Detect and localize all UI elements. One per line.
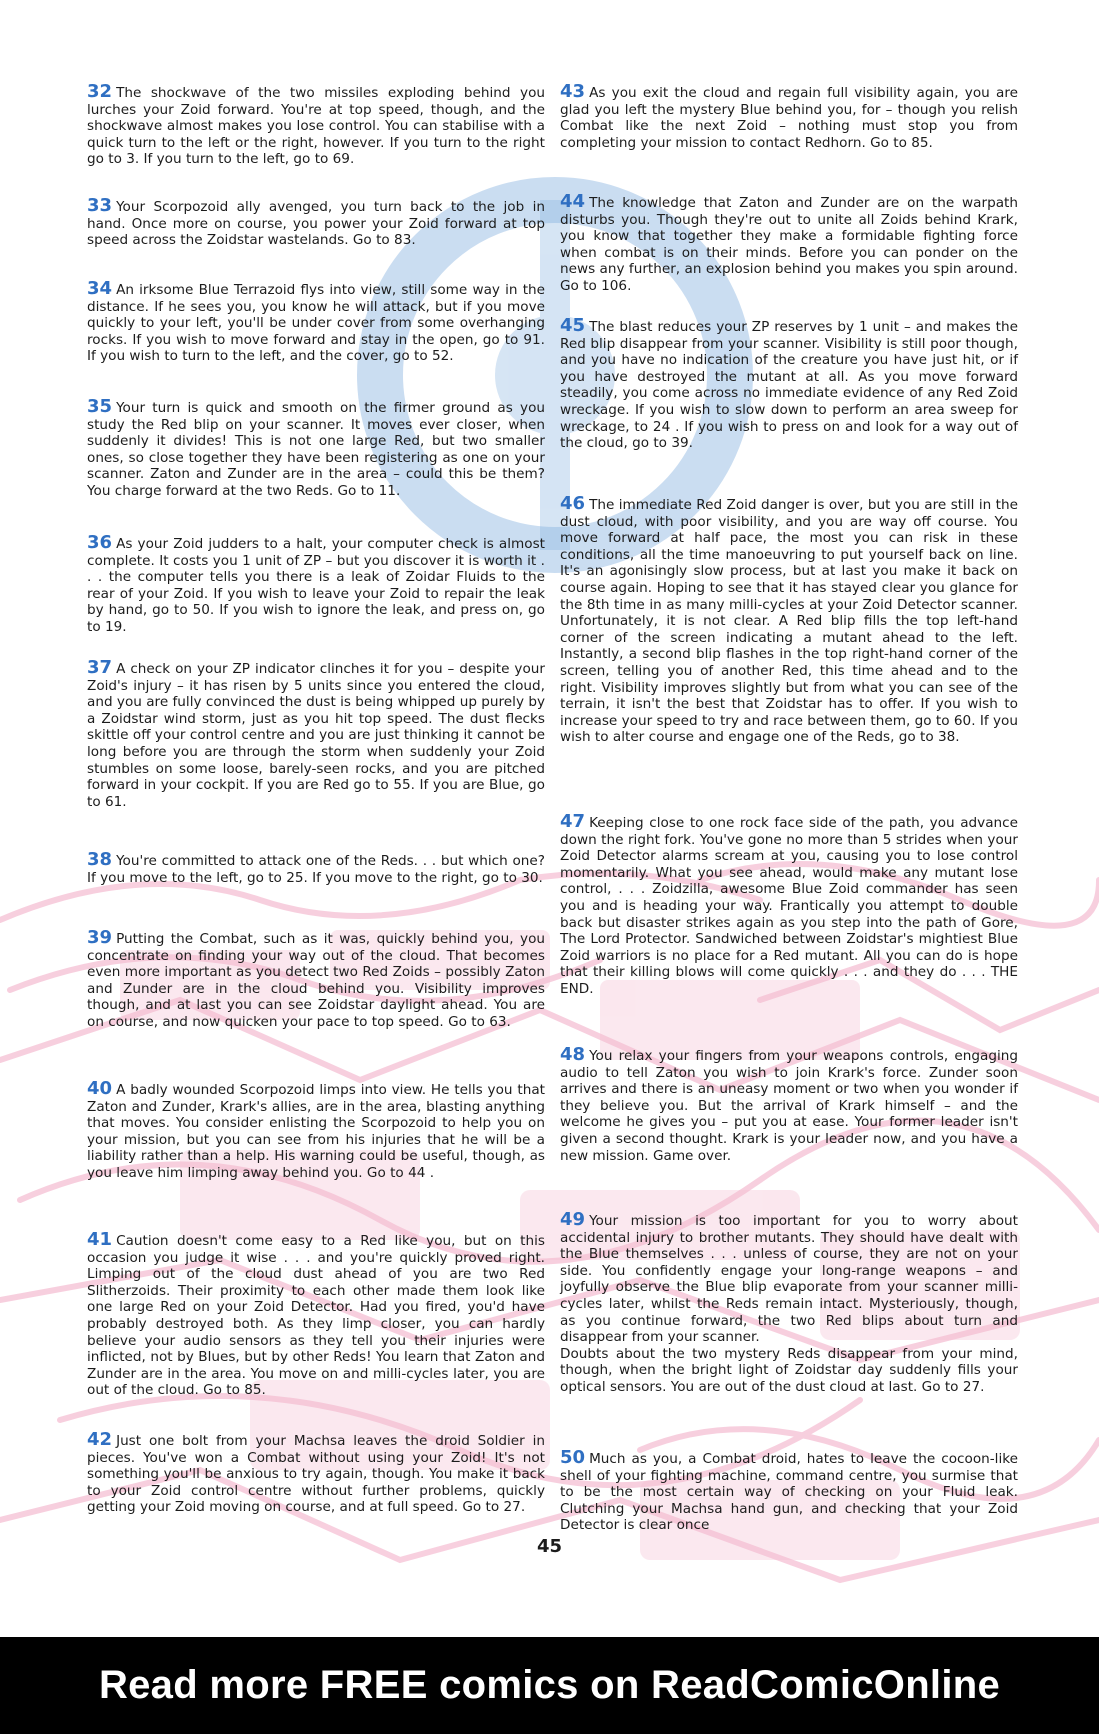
section-number: 46: [560, 493, 586, 514]
section-text: You relax your fingers from your weapons controls, engaging audio to tell Zaton you wish to join Krark's force. Zunder soon arrives and there is an uneasy moment or two when you wonder if they believe you. But the arrival of Krark himself – and the welcome he gives you – put you at ease. Your former leader isn't given a second thought. Krark is your leader now, and you have a new mission. Game over.: [560, 1048, 1018, 1164]
section-text: The blast reduces your ZP reserves by 1 unit – and makes the Red blip disappear from your scanner. Visibility is still poor though, and you have no indication of the creature you have just hit, or if you have destroyed the mutant at all. As you move forward steadily, you come across no immediate evidence of any Red Zoid wreckage. If you wish to slow down to perform an area sweep for wreckage, to 24 . If you wish to press on and look for a way out of the cloud, go to 39.: [560, 319, 1018, 452]
section-number: 35: [87, 396, 113, 417]
section-number: 42: [87, 1429, 113, 1450]
section-number: 47: [560, 811, 586, 832]
promo-banner[interactable]: [0, 1637, 1099, 1734]
section-text-continued: Doubts about the two mystery Reds disappear from your mind, though, when the bright light of Zoidstar day suddenly fills your optical sensors. You are out of the dust cloud at last. Go to 27.: [560, 1345, 1018, 1395]
section-text: Putting the Combat, such as it was, quickly behind you, you concentrate on finding your way out of the cloud. That becomes even more important as you detect two Red Zoids – possibly Zaton and Zunder are in the cloud behind you. Visibility improves though, and at last you can see Zoidstar daylight ahead. You are on course, and now quicken your pace to top speed. Go to 63.: [87, 931, 545, 1030]
section-number: 43: [560, 81, 586, 102]
section-44: [560, 191, 1018, 295]
section-37: [87, 657, 545, 810]
section-number: 32: [87, 81, 113, 102]
section-38: [87, 849, 545, 886]
page-number: 45: [536, 1536, 563, 1557]
section-text: An irksome Blue Terrazoid flys into view, still some way in the distance. If he sees you, you know he will attack, but if you move quickly to your left, you'll be under cover from some overhanging rocks. If you wish to move forward and stay in the open, go to 91. If you wish to turn to the left, and the cover, go to 52.: [87, 282, 545, 365]
section-number: 34: [87, 278, 113, 299]
section-number: 38: [87, 849, 113, 870]
section-number: 40: [87, 1078, 113, 1099]
promo-banner-text: Read more FREE comics on ReadComicOnline: [98, 1663, 1001, 1707]
section-text: As you exit the cloud and regain full visibility again, you are glad you left the mystery Blue behind you, for – though you relish Combat like the next Zoid – nothing must stop you from completing your mission to contact Redhorn. Go to 85.: [560, 85, 1018, 151]
section-number: 48: [560, 1044, 586, 1065]
section-text: Your mission is too important for you to worry about accidental injury to brother mutants. They should have dealt with the Blue themselves . . . unless of course, they are not on your side. You confidently engage your long-range weapons – and joyfully observe the Blue blip evaporate from your scanner milli-cycles later, whilst the Reds remain intact. Mysteriously, though, as you continue forward, the two Red blips about turn and disappear from your scanner.: [560, 1213, 1018, 1346]
section-45: [560, 315, 1018, 452]
section-number: 45: [560, 315, 586, 336]
section-50: [560, 1447, 1018, 1534]
section-text: Keeping close to one rock face side of the path, you advance down the right fork. You've gone no more than 5 strides when your Zoid Detector alarms scream at you, causing you to lose control momentarily. What you see ahead, would make any mutant lose control, . . . Zoidzilla, awesome Blue Zoid commander has seen you and is heading your way. Frantically you attempt to double back but disaster strikes again as you step into the path of Gore, The Lord Protector. Sandwiched between Zoidstar's mightiest Blue Zoid warriors is no place for a Red mutant. All you can do is hope that their killing blows will come quickly . . . and they do . . . THE END.: [560, 815, 1018, 997]
section-40: [87, 1078, 545, 1182]
section-48: [560, 1044, 1018, 1164]
section-36: [87, 532, 545, 636]
section-text: As your Zoid judders to a halt, your computer check is almost complete. It costs you 1 unit of ZP – but you discover it is worth it . . . the computer tells you there is a leak of Zoidar Fluids to the rear of your Zoid. If you wish to leave your Zoid to repair the leak by hand, go to 50. If you wish to ignore the leak, and press on, go to 19.: [87, 536, 545, 635]
section-33: [87, 195, 545, 249]
section-text: A badly wounded Scorpozoid limps into view. He tells you that Zaton and Zunder, Krark's allies, are in the area, blasting anything that moves. You consider enlisting the Scorpozoid to help you on your mission, but you can see from his injuries that he will be a liability rather than a help. His warning could be useful, though, as you leave him limping away behind you. Go to 44 .: [87, 1082, 545, 1181]
section-number: 39: [87, 927, 113, 948]
section-text: The immediate Red Zoid danger is over, but you are still in the dust cloud, with poor visibility, and you are way off course. You move forward at half pace, the most you can risk in these conditions, all the time manoeuvring to put yourself back on line. It's an agonisingly slow process, but at last you make it back on course again. Hoping to see that it has stayed clear you glance for the 8th time in as many milli-cycles at your Zoid Detector scanner. Unfortunately, it is not clear. A Red blip fills the top left-hand corner of the screen indicating a mutant ahead to the left. Instantly, a second blip flashes in the top right-hand corner of the screen, telling you of another Red, this time ahead and to the right. Visibility improves slightly but from what you can see of the terrain, it isn't the best that Zoidstar has to offer. If you wish to increase your speed to try and race between them, go to 60. If you wish to alter course and engage one of the Reds, go to 38.: [560, 497, 1018, 746]
section-47: [560, 811, 1018, 998]
section-text: The shockwave of the two missiles exploding behind you lurches your Zoid forward. You're at top speed, though, and the shockwave almost makes you lose control. You can stabilise with a quick turn to the left or the right, however. If you turn to the right go to 3. If you turn to the left, go to 69.: [87, 85, 545, 168]
section-text: You're committed to attack one of the Reds. . . but which one? If you move to the left, go to 25. If you move to the right, go to 30.: [87, 853, 545, 886]
section-number: 33: [87, 195, 113, 216]
section-34: [87, 278, 545, 365]
section-text: Your Scorpozoid ally avenged, you turn back to the job in hand. Once more on course, you power your Zoid forward at top speed across the Zoidstar wastelands. Go to 83.: [87, 199, 545, 249]
section-text: Just one bolt from your Machsa leaves the droid Soldier in pieces. You've won a Combat without using your Zoid! It's not something you'll be anxious to try again, though. You make it back to your Zoid control centre without further problems, quickly getting your Zoid moving on course, and at full speed. Go to 27.: [87, 1433, 545, 1516]
section-41: [87, 1229, 545, 1399]
section-42: [87, 1429, 545, 1516]
section-number: 49: [560, 1209, 586, 1230]
section-43: [560, 81, 1018, 151]
section-32: [87, 81, 545, 168]
section-46: [560, 493, 1018, 746]
section-number: 41: [87, 1229, 113, 1250]
section-number: 44: [560, 191, 586, 212]
section-text: Much as you, a Combat droid, hates to leave the cocoon-like shell of your fighting machine, command centre, you surmise that to be the most certain way of checking on your Fluid leak. Clutching your Machsa hand gun, and checking that your Zoid Detector is clear once: [560, 1451, 1018, 1534]
section-number: 50: [560, 1447, 586, 1468]
section-text: Your turn is quick and smooth on the firmer ground as you study the Red blip on your scanner. It moves ever closer, when suddenly it divides! This is not one large Red, but two smaller ones, so close together they have been registering as one on your scanner. Zaton and Zunder are in the area – could this be them? You charge forward at the two Reds. Go to 11.: [87, 400, 545, 499]
section-49: [560, 1209, 1018, 1396]
section-text: The knowledge that Zaton and Zunder are on the warpath disturbs you. Though they're out to unite all Zoids behind Krark, you know that together they make a formidable fighting force when combat is on their minds. Before you can ponder on the news any further, an explosion behind you makes you spin around. Go to 106.: [560, 195, 1018, 294]
section-number: 37: [87, 657, 113, 678]
section-39: [87, 927, 545, 1031]
section-35: [87, 396, 545, 500]
section-number: 36: [87, 532, 113, 553]
section-text: A check on your ZP indicator clinches it for you – despite your Zoid's injury – it has risen by 5 units since you entered the cloud, and you are fully convinced the dust is being whipped up purely by a Zoidstar wind storm, just as you hit top speed. The dust flecks skittle off your control centre and you are just thinking it cannot be long before you are through the storm when suddenly your Zoid stumbles on some loose, barely-seen rocks, and you are pitched forward in your cockpit. If you are Red go to 55. If you are Blue, go to 61.: [87, 661, 545, 810]
section-text: Caution doesn't come easy to a Red like you, but on this occasion you judge it wise . . . and you're quickly proved right. Limping out of the cloud dust ahead of you are two Red Slitherzoids. Their proximity to each other made them look like one large Red on your Zoid Detector. Had you fired, you'd have probably destroyed both. As they limp closer, you can hardly believe your audio sensors as they tell you their injuries were inflicted, not by Blues, but by other Reds! You learn that Zaton and Zunder are in the area. You move on and milli-cycles later, you are out of the cloud. Go to 85.: [87, 1233, 545, 1399]
